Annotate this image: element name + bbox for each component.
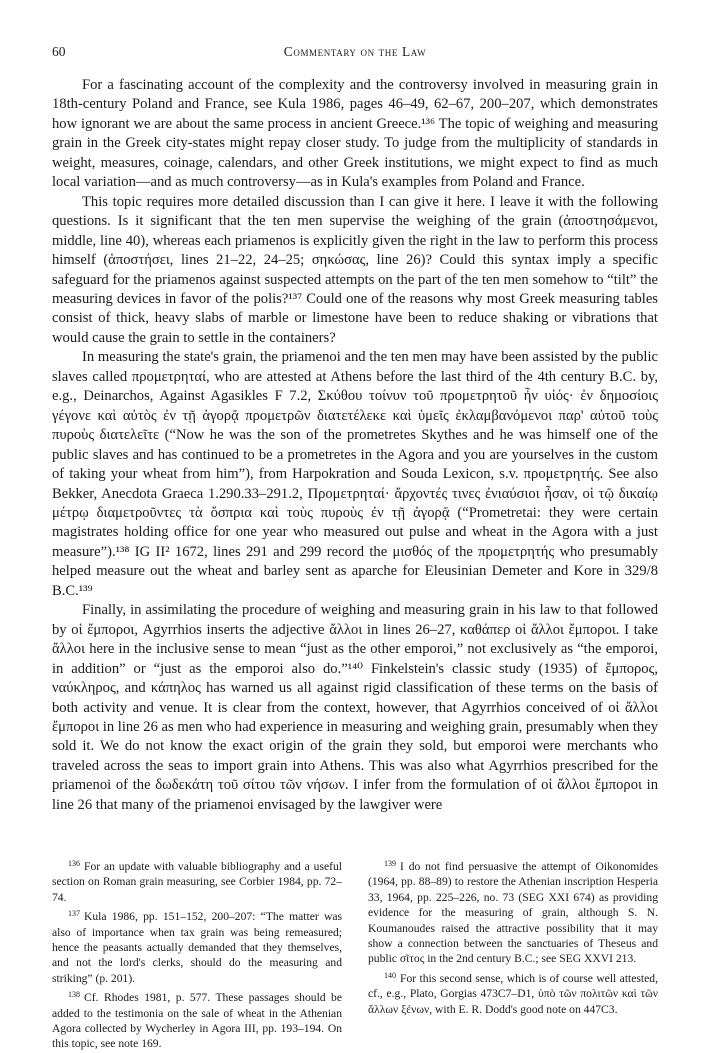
- footnote: $^{139}$ I do not find persuasive the attempt of Oikonomides (1964, pp. 88–89) to restore the Athenian inscription Hesperia 33, 1964, pp. 225–226, no. 73 (SEG XXI 674) as providing evidence for the measuring of grain, although S. N. Koumanoudes raised the attractive possibility that it may show a connection between the sanctuaries of Theseus and public σῖτος in the 2nd century B.C.; see SEG XXVI 213.: [368, 859, 658, 966]
- page-number: 60: [52, 44, 66, 59]
- paragraph-prometretai: In measuring the state's grain, the priamenoi and the ten men may have been assisted by the public slaves called προμετρηταί, who are attested at Athens before the last third of the 4th century B.C. by, e.g., Deinarchos, Against Agasikles F 7.2, Σκύθου τοίνυν τοῦ προμετρητοῦ ἦν υἱός· ἐν δημοσίοις γέγονε καὶ αὐτὸς ἐν τῇ ἀγορᾷ προμετρῶν διατετέλεκε καὶ ὑμεῖς ἐκλαμβανόμενοι παρ' αὐτοῦ τοὺς πυροὺς διατελεῖτε (“Now he was the son of the prometretes Skythes and he was himself one of the public slaves and has continued to be a prometretes in the Agora and you are yourselves in the custom of taking your wheat from him”), from Harpokration and Souda Lexicon, s.v. προμετρητής. See also Bekker, Anecdota Graeca 1.290.33–291.2, Προμετρηταί· ἄρχοντές τινες ἐνιαύσιοι ἦσαν, οἱ τῷ δικαίῳ μέτρῳ διαμετροῦντες τὰ ὄσπρια καὶ τοὺς πυροὺς ἐν τῇ ἀγορᾷ (“Prometretai: they were certain magistrates holding office for one year who measured out pulse and wheat in the Agora with a just measure”).¹³⁸ IG II² 1672, lines 291 and 299 record the μισθός of the προμετρητής who presumably helped measure out the wheat and barley sent as aparche for Eleusinian Demeter and Kore in 329/8 B.C.¹³⁹: [52, 349, 658, 599]
- footnote: $^{138}$ Cf. Rhodes 1981, p. 577. These passages should be added to the testimonia on the sale of wheat in the Athenian Agora collected by Wycherley in Agora III, pp. 193–194. On this topic, see note 169.: [52, 990, 342, 1051]
- paragraph-detailed-discussion: This topic requires more detailed discussion than I can give it here. I leave it with the following questions. Is it significant that the ten men supervise the weighing of the grain (ἀποστησάμενοι, middle, line 40), whereas each priamenos is explicitly given the right in the law to perform this process himself (ἀποστήσει, lines 21–22, 24–25; σηκώσας, line 26)? Could this syntax imply a specific safeguard for the priamenos against suspected attempts on the part of the ten men somehow to “tilt” the measuring devices in favor of the polis?¹³⁷ Could one of the reasons why most Greek measuring tables consist of thick, heavy slabs of marble or limestone have been to reduce shaking or vibrations that would cause the grain to settle in the containers?: [52, 193, 658, 346]
- running-title: Commentary on the Law: [283, 44, 427, 59]
- footnote: $^{136}$ For an update with valuable bibliography and a useful section on Roman grain measuring, see Corbier 1984, pp. 72–74.: [52, 859, 342, 904]
- footnote: $^{140}$ For this second sense, which is of course well attested, cf., e.g., Plato, Gorgias 473C7–D1, ὑπὸ τῶν πολιτῶν καὶ τῶν ἄλλων ξένων, with E. R. Dodd's good note on 447C3.: [368, 970, 658, 1016]
- footnotes: [52, 856, 658, 1051]
- footnotes-right-column: [368, 856, 658, 1018]
- paragraph-grain-measuring-account: For a fascinating account of the complexity and the controversy involved in measuring grain in 18th-century Poland and France, see Kula 1986, pages 46–49, 62–67, 200–207, which demonstrates how ignorant we are about the same process in ancient Greece.¹³⁶ The topic of weighing and measuring grain in the Greek city-states might repay closer study. To judge from the multiplicity of standards in weight, measures, coinage, calendars, and other Greek institutions, we might expect to find as much local variation—and as much controversy—as in Kula's examples from Poland and France.: [52, 77, 658, 191]
- paragraph-emporoi: Finally, in assimilating the procedure of weighing and measuring grain in his law to that followed by οἱ ἔμποροι, Agyrrhios inserts the adjective ἄλλοι in lines 26–27, καθάπερ οἱ ἄλλοι ἔμποροι. I take ἄλλοι here in the inclusive sense to mean “just as the other emporoi,” not exclusively as “the emporoi, in addition” or “just as the emporoi also do.”¹⁴⁰ Finkelstein's classic study (1935) of ἔμπορος, ναύκληρος, and κάπηλος has warned us all against rigid classification of these terms on the basis of both activity and venue. It is clear from the context, however, that Agyrrhios conceived of οἱ ἄλλοι ἔμποροι in line 26 as men who had experience in measuring and weighing grain, presumably when they sold it. We do not know the exact origin of the grain they sold, but emporoi were merchants who traveled across the seas to import grain into Athens. This was also what Agyrrhios prescribed for the priamenoi of the δωδεκάτη τοῦ σίτου τῶν νήσων. I infer from the formulation of οἱ ἄλλοι ἔμποροι in line 26 that many of the priamenoi envisaged by the lawgiver were: [52, 602, 658, 813]
- footnotes-left-column: [52, 856, 342, 1053]
- footnote: $^{137}$ Kula 1986, pp. 151–152, 200–207: “The matter was also of importance when tax grain was being remeasured; hence the peasants actually demanded that they themselves, and not the lord's clerks, should do the measuring and striking” (p. 201).: [52, 909, 342, 985]
- main-text: [52, 76, 658, 815]
- page-header: [52, 44, 658, 62]
